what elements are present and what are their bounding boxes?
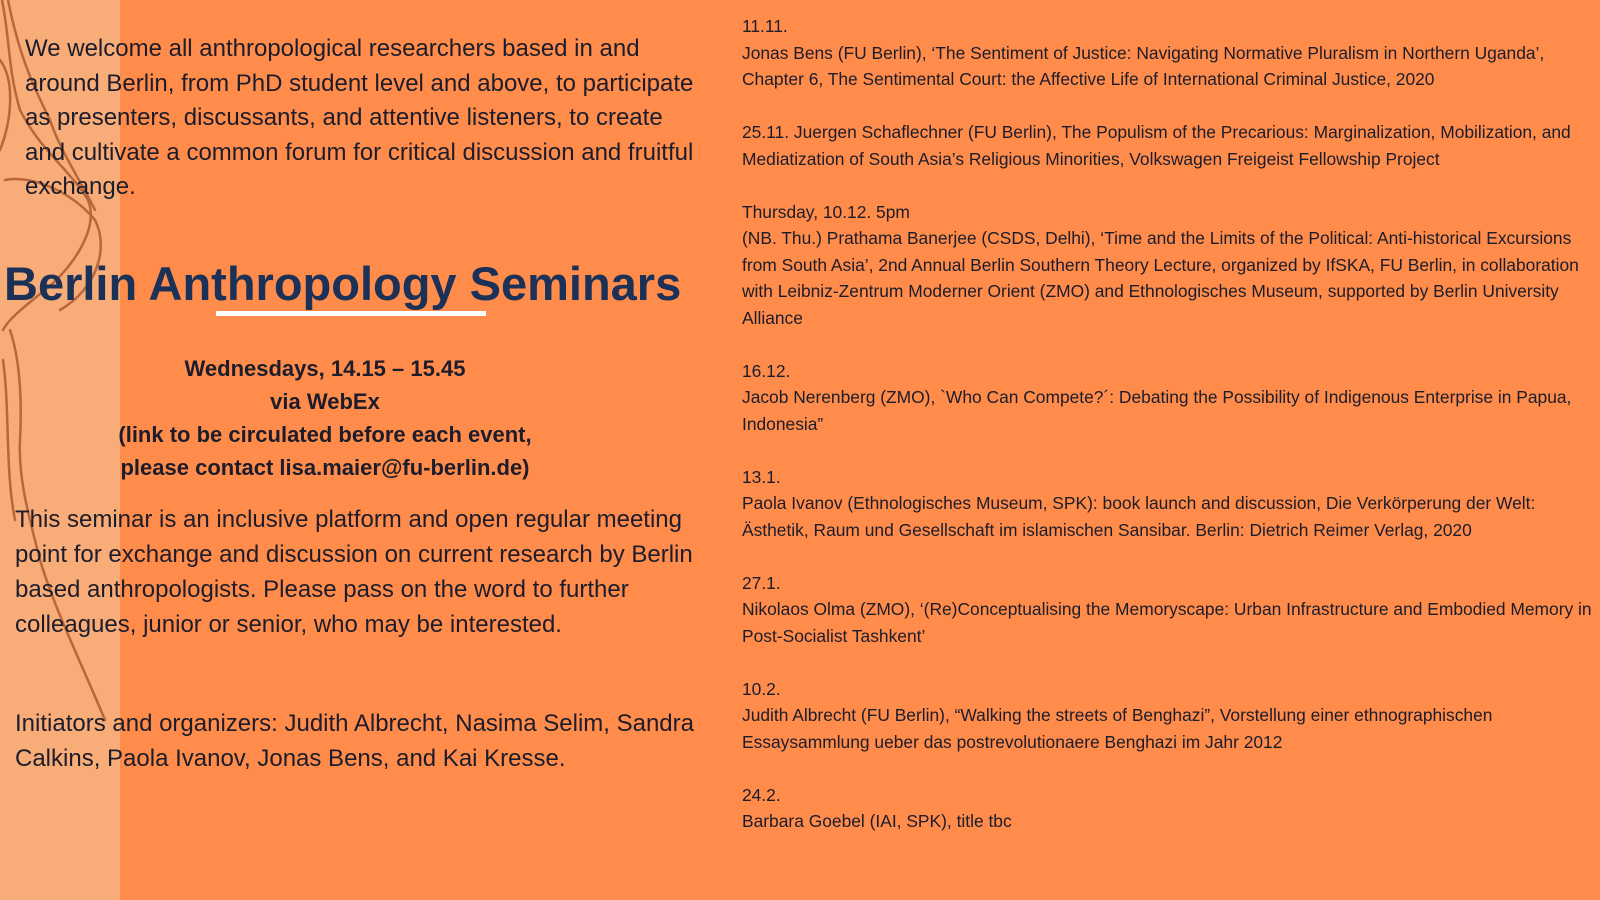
organizers-paragraph: Initiators and organizers: Judith Albrecht, Nasima Selim, Sandra Calkins, Paola Ivanov, Jonas Bens, and Kai Kresse. bbox=[15, 710, 694, 772]
event-date: 11.11. bbox=[742, 16, 788, 36]
event-date: Thursday, 10.12. 5pm bbox=[742, 201, 910, 222]
schedule-note-line1: (link to be circulated before each event, bbox=[118, 422, 532, 447]
title-underline bbox=[216, 311, 486, 316]
event-item bbox=[742, 199, 1592, 332]
event-list bbox=[742, 13, 1592, 861]
event-item bbox=[742, 676, 1592, 756]
event-description: Jacob Nerenberg (ZMO), `Who Can Compete?´: Debating the Possibility of Indigenous Enterprise in Papua, Indonesia” bbox=[742, 387, 1572, 434]
page-title: Berlin Anthropology Seminars bbox=[4, 257, 682, 310]
welcome-paragraph: We welcome all anthropological researchers based in and around Berlin, from PhD student level and above, to participate as presenters, discussants, and attentive listeners, to create and cultivate a common forum for critical discussion and fruitful exchange. bbox=[25, 35, 694, 200]
event-item bbox=[742, 119, 1592, 172]
event-date: 27.1. bbox=[742, 572, 781, 593]
event-date: 10.2. bbox=[742, 678, 781, 699]
event-item bbox=[742, 358, 1592, 438]
event-description: Judith Albrecht (FU Berlin), “Walking the streets of Benghazi”, Vorstellung einer ethnographischen Essaysammlung ueber das postrevolutionaere Benghazi im Jahr 2012 bbox=[742, 705, 1493, 752]
schedule-note-line2: please contact lisa.maier@fu-berlin.de) bbox=[120, 455, 530, 480]
event-item bbox=[742, 570, 1592, 650]
event-description: (NB. Thu.) Prathama Banerjee (CSDS, Delhi), ‘Time and the Limits of the Political: Anti-historical Excursions from South Asia’, 2nd Annual Berlin Southern Theory Lecture, organized by IfSKA, FU Berlin, in collaboration with Leibniz-Zentrum Moderner Orient (ZMO) and Ethnologisches Museum, supported by Berlin University Alliance bbox=[742, 228, 1579, 328]
event-item bbox=[742, 464, 1592, 544]
event-description: 25.11. Juergen Schaflechner (FU Berlin), The Populism of the Precarious: Marginalization, Mobilization, and Mediatization of South Asia’s Religious Minorities, Volkswagen Freigeist Fellowship Project bbox=[742, 122, 1571, 169]
event-description: Paola Ivanov (Ethnologisches Museum, SPK): book launch and discussion, Die Verkörperung der Welt: Ästhetik, Raum und Gesellschaft im islamischen Sansibar. Berlin: Dietrich Reimer Verlag, 2020 bbox=[742, 493, 1536, 540]
event-item bbox=[742, 782, 1592, 835]
event-description: Nikolaos Olma (ZMO), ‘(Re)Conceptualising the Memoryscape: Urban Infrastructure and Embodied Memory in Post-Socialist Tashkent’ bbox=[742, 599, 1592, 646]
event-item bbox=[742, 13, 1592, 93]
schedule-time: Wednesdays, 14.15 – 15.45 bbox=[184, 356, 466, 381]
about-paragraph: This seminar is an inclusive platform and open regular meeting point for exchange and discussion on current research by Berlin based anthropologists. Please pass on the word to further colleagues, junior or senior, who may be interested. bbox=[15, 506, 693, 638]
event-description: Jonas Bens (FU Berlin), ‘The Sentiment of Justice: Navigating Normative Pluralism in Northern Uganda’, Chapter 6, The Sentimental Court: the Affective Life of International Criminal Justice, 2020 bbox=[742, 42, 1545, 89]
schedule-venue: via WebEx bbox=[270, 389, 380, 414]
event-description: Barbara Goebel (IAI, SPK), title tbc bbox=[742, 811, 1012, 831]
event-date: 13.1. bbox=[742, 466, 781, 487]
event-date: 16.12. bbox=[742, 360, 791, 381]
event-date: 24.2. bbox=[742, 784, 781, 805]
schedule-info bbox=[0, 352, 650, 484]
